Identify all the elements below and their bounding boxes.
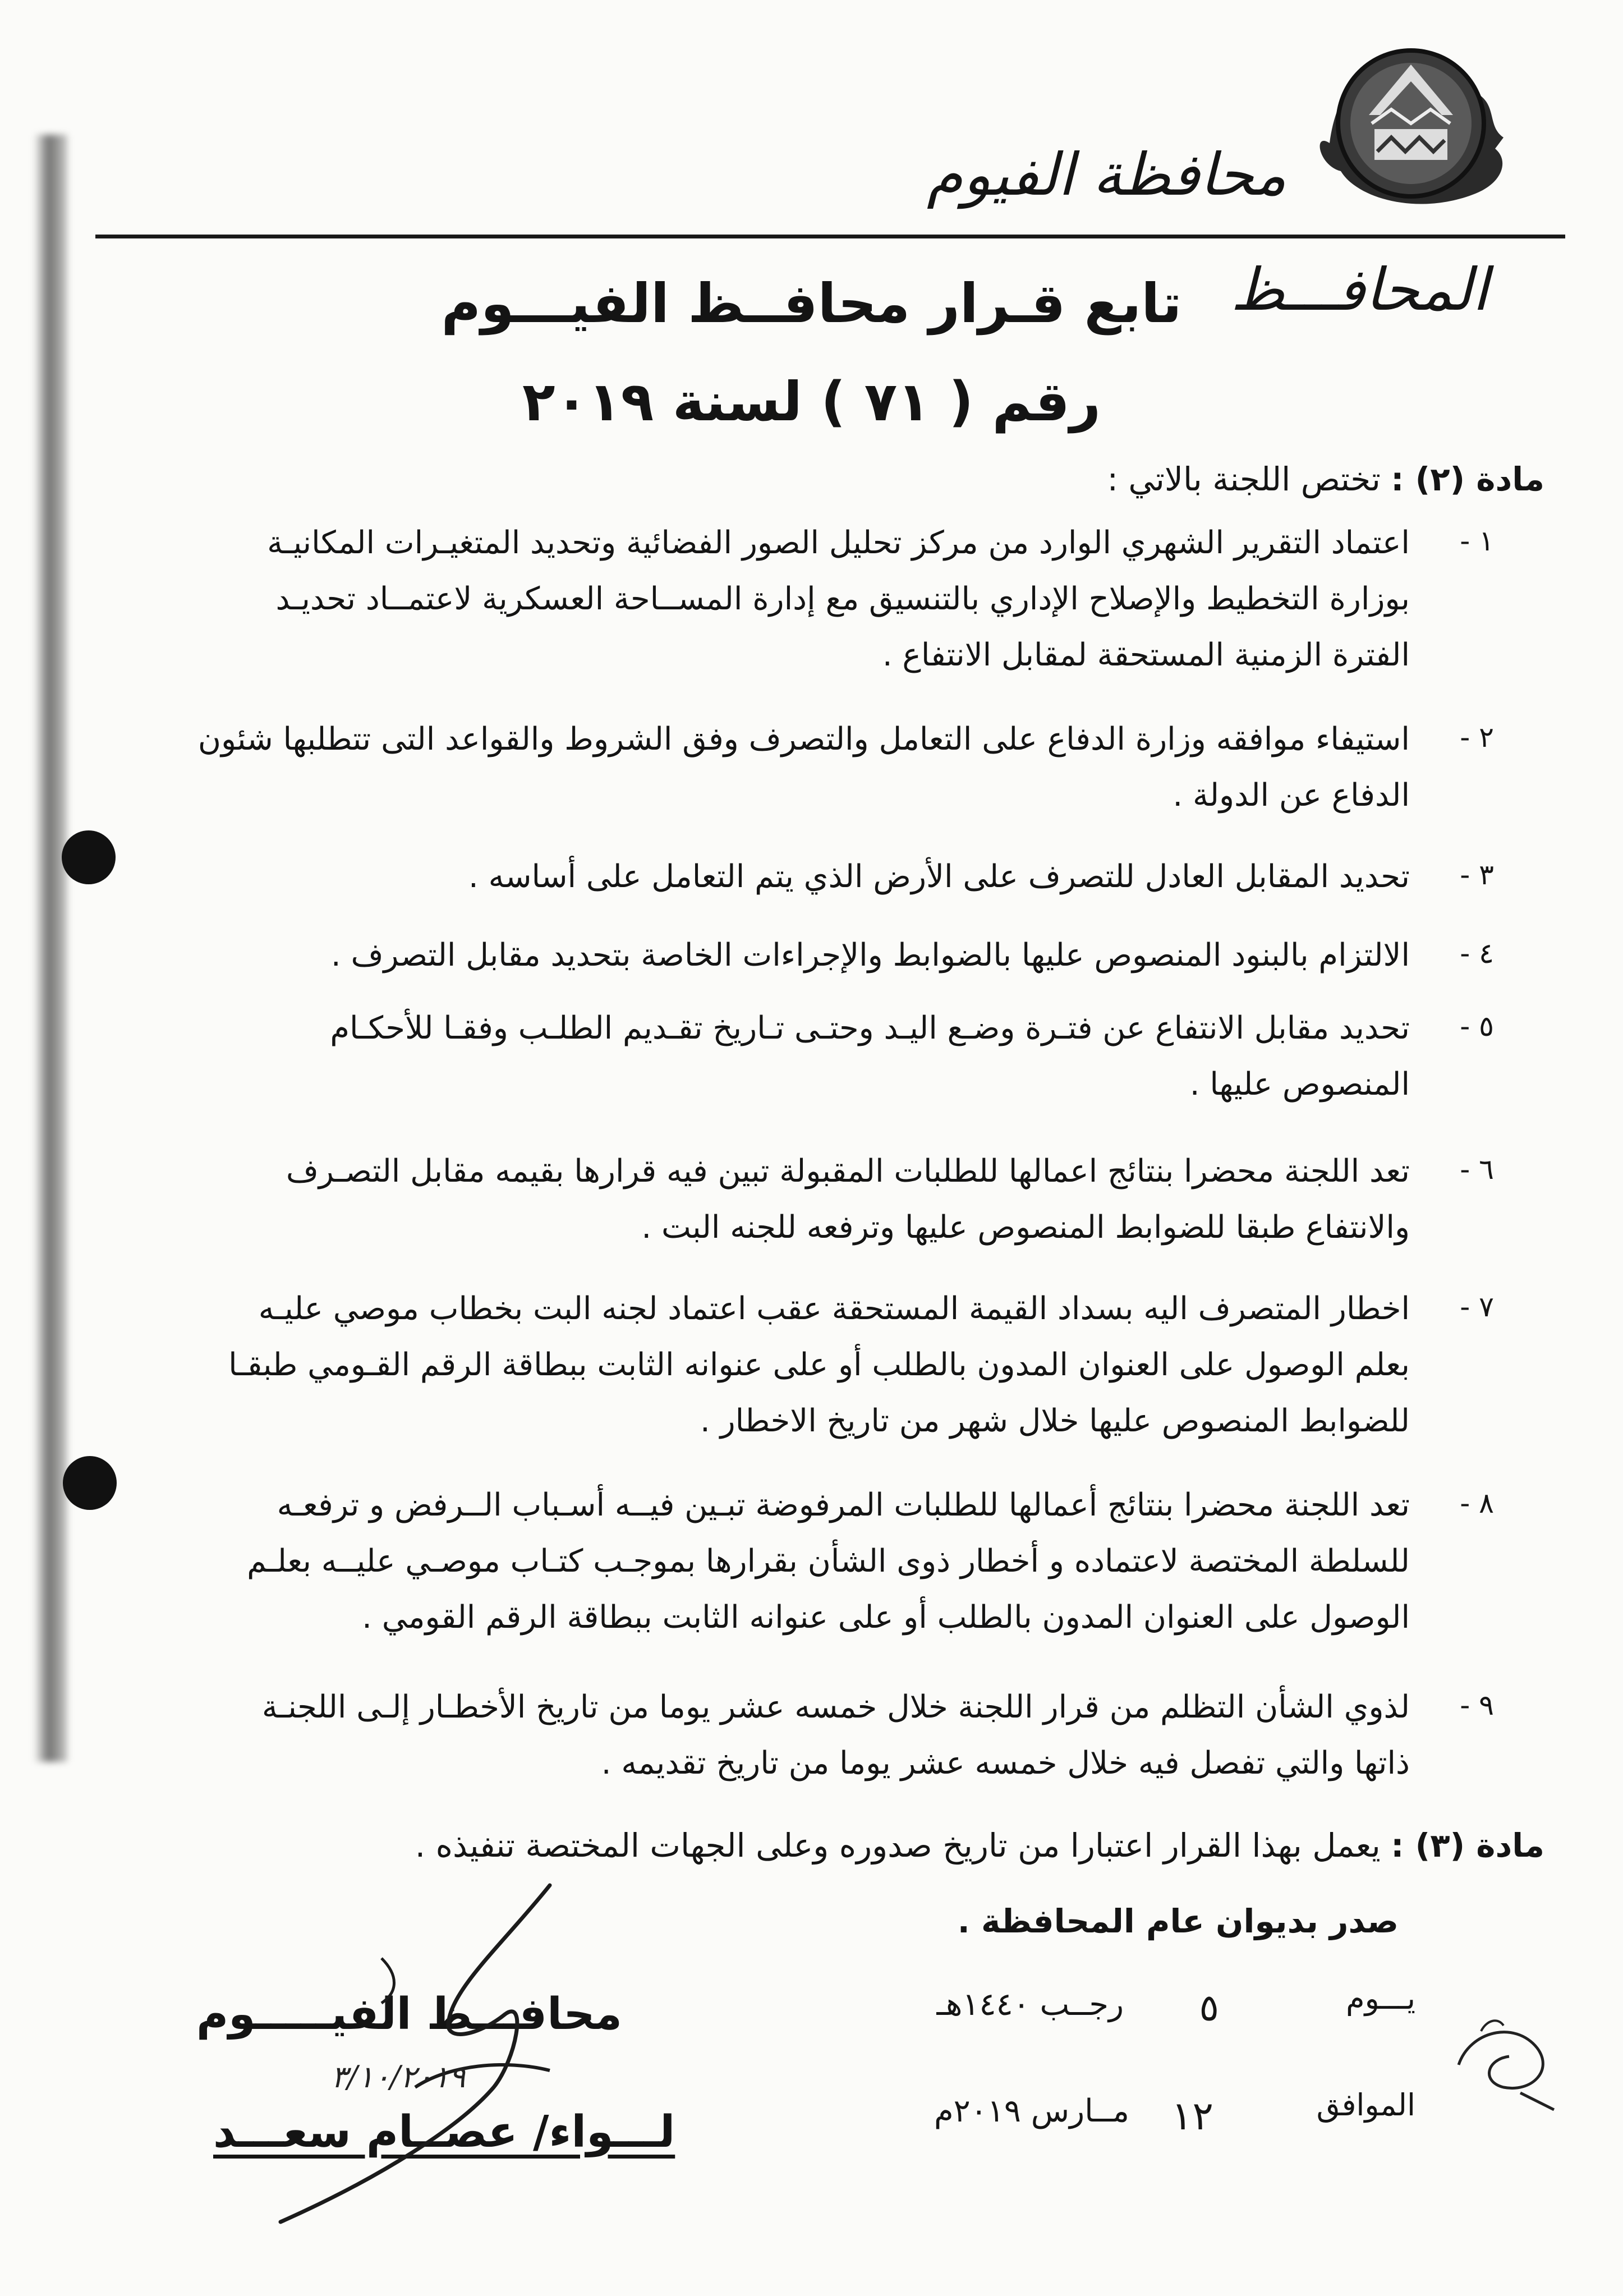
item-number: ٨ -	[1460, 1487, 1494, 1519]
item-line: اخطار المتصرف اليه بسداد القيمة المستحقة عقب اعتماد لجنه البت بخطاب موصي عليـه	[258, 1291, 1410, 1327]
governorate-seal-icon	[1307, 31, 1509, 222]
gregorian-date: مــارس ٢٠١٩م	[934, 2093, 1129, 2129]
item-line: لذوي الشأن التظلم من قرار اللجنة خلال خمسه عشر يوما من تاريخ الأخطـار إلـى اللجنـة	[261, 1689, 1410, 1725]
item-line: المنصوص عليها .	[1189, 1066, 1410, 1103]
item-number: ٦ -	[1460, 1153, 1494, 1186]
handwritten-signature	[213, 1874, 617, 2233]
item-number: ٢ -	[1460, 721, 1494, 754]
article-3-text: يعمل بهذا القرار اعتبارا من تاريخ صدوره وعلى الجهات المختصة تنفيذه .	[415, 1826, 1381, 1865]
article-3-heading	[415, 1826, 1544, 1865]
item-line: تعد اللجنة محضرا بنتائج أعمالها للطلبات المرفوضة تبـين فيــه أسـباب الــرفض و ترفعـه	[277, 1487, 1410, 1523]
item-line: للسلطة المختصة لاعتماده و أخطار ذوى الشأن بقرارها بموجـب كتـاب موصـي عليــه بعلـم	[247, 1543, 1410, 1579]
hijri-date: رجــب ١٤٤٠هـ	[936, 1986, 1124, 2023]
item-line: الوصول على العنوان المدون بالطلب أو على عنوانه الثابت ببطاقة الرقم القومي .	[362, 1599, 1410, 1636]
item-line: للضوابط المنصوص عليها خلال شهر من تاريخ الاخطار .	[700, 1403, 1410, 1439]
item-line: الدفاع عن الدولة .	[1173, 777, 1410, 814]
handwritten-date: ٣/١٠/٢٠١٩	[331, 2059, 466, 2095]
governorate-name: محافظة الفيوم	[926, 140, 1286, 209]
decree-title: تابع قـرار محافــظ الفيـــوم	[441, 272, 1182, 335]
corresponding-label: الموافق	[1316, 2087, 1415, 2123]
gregorian-day: ١٢	[1171, 2093, 1213, 2139]
item-line: ذاتها والتي تفصل فيه خلال خمسه عشر يوما من تاريخ تقديمه .	[601, 1745, 1410, 1781]
signatory-name: لـــواء/ عصــام سعـــد	[213, 2107, 675, 2157]
item-line: استيفاء موافقه وزارة الدفاع على التعامل والتصرف وفق الشروط والقواعد التى تتطلبها شئون	[197, 721, 1410, 757]
item-number: ١ -	[1460, 525, 1494, 557]
issued-statement: صدر بديوان عام المحافظة .	[957, 1902, 1399, 1940]
decree-number: رقم ( ٧١ ) لسنة ٢٠١٩	[522, 370, 1101, 433]
article-2-label: مادة (٢) :	[1391, 460, 1544, 498]
article-2-heading	[1107, 460, 1544, 498]
punch-hole	[63, 1456, 117, 1510]
header-divider	[95, 235, 1565, 238]
item-number: ٣ -	[1460, 858, 1494, 891]
article-3-label: مادة (٣) :	[1391, 1826, 1544, 1865]
item-number: ٩ -	[1460, 1689, 1494, 1721]
item-line: تحديد المقابل العادل للتصرف على الأرض الذي يتم التعامل على أساسه .	[468, 858, 1410, 895]
item-line: والانتفاع طبقا للضوابط المنصوص عليها وترفعه للجنه البت .	[641, 1209, 1410, 1246]
item-line: الالتزام بالبنود المنصوص عليها بالضوابط والإجراءات الخاصة بتحديد مقابل التصرف .	[330, 937, 1410, 973]
punch-hole	[62, 830, 116, 884]
item-line: بوزارة التخطيط والإصلاح الإداري بالتنسيق مع إدارة المســاحة العسكرية لاعتمــاد تحديـد	[275, 581, 1410, 617]
signatory-title: محافـــظ الفيـــــوم	[196, 1989, 622, 2040]
item-line: الفترة الزمنية المستحقة لمقابل الانتفاع .	[882, 637, 1410, 673]
office-label: المحافـــظ	[1230, 255, 1488, 324]
article-2-intro: تختص اللجنة بالاتي :	[1107, 460, 1381, 498]
hijri-day: ٥	[1199, 1986, 1219, 2029]
item-number: ٥ -	[1460, 1010, 1494, 1043]
item-number: ٤ -	[1460, 937, 1494, 970]
item-line: تعد اللجنة محضرا بنتائج اعمالها للطلبات المقبولة تبين فيه قرارها بقيمه مقابل التصـرف	[286, 1153, 1410, 1190]
item-line: تحديد مقابل الانتفاع عن فتـرة وضـع اليـد وحتـى تـاريخ تقـديم الطلـب وفقـا للأحكـام	[330, 1010, 1410, 1046]
handwritten-initials	[1447, 1997, 1565, 2121]
day-label: يـــوم	[1346, 1981, 1415, 2016]
item-line: بعلم الوصول على العنوان المدون بالطلب أو على عنوانه الثابت ببطاقة الرقم القـومي طبقـا	[228, 1347, 1410, 1383]
item-line: اعتماد التقرير الشهري الوارد من مركز تحليل الصور الفضائية وتحديد المتغيـرات المكانيـة	[267, 525, 1410, 561]
item-number: ٧ -	[1460, 1291, 1494, 1323]
